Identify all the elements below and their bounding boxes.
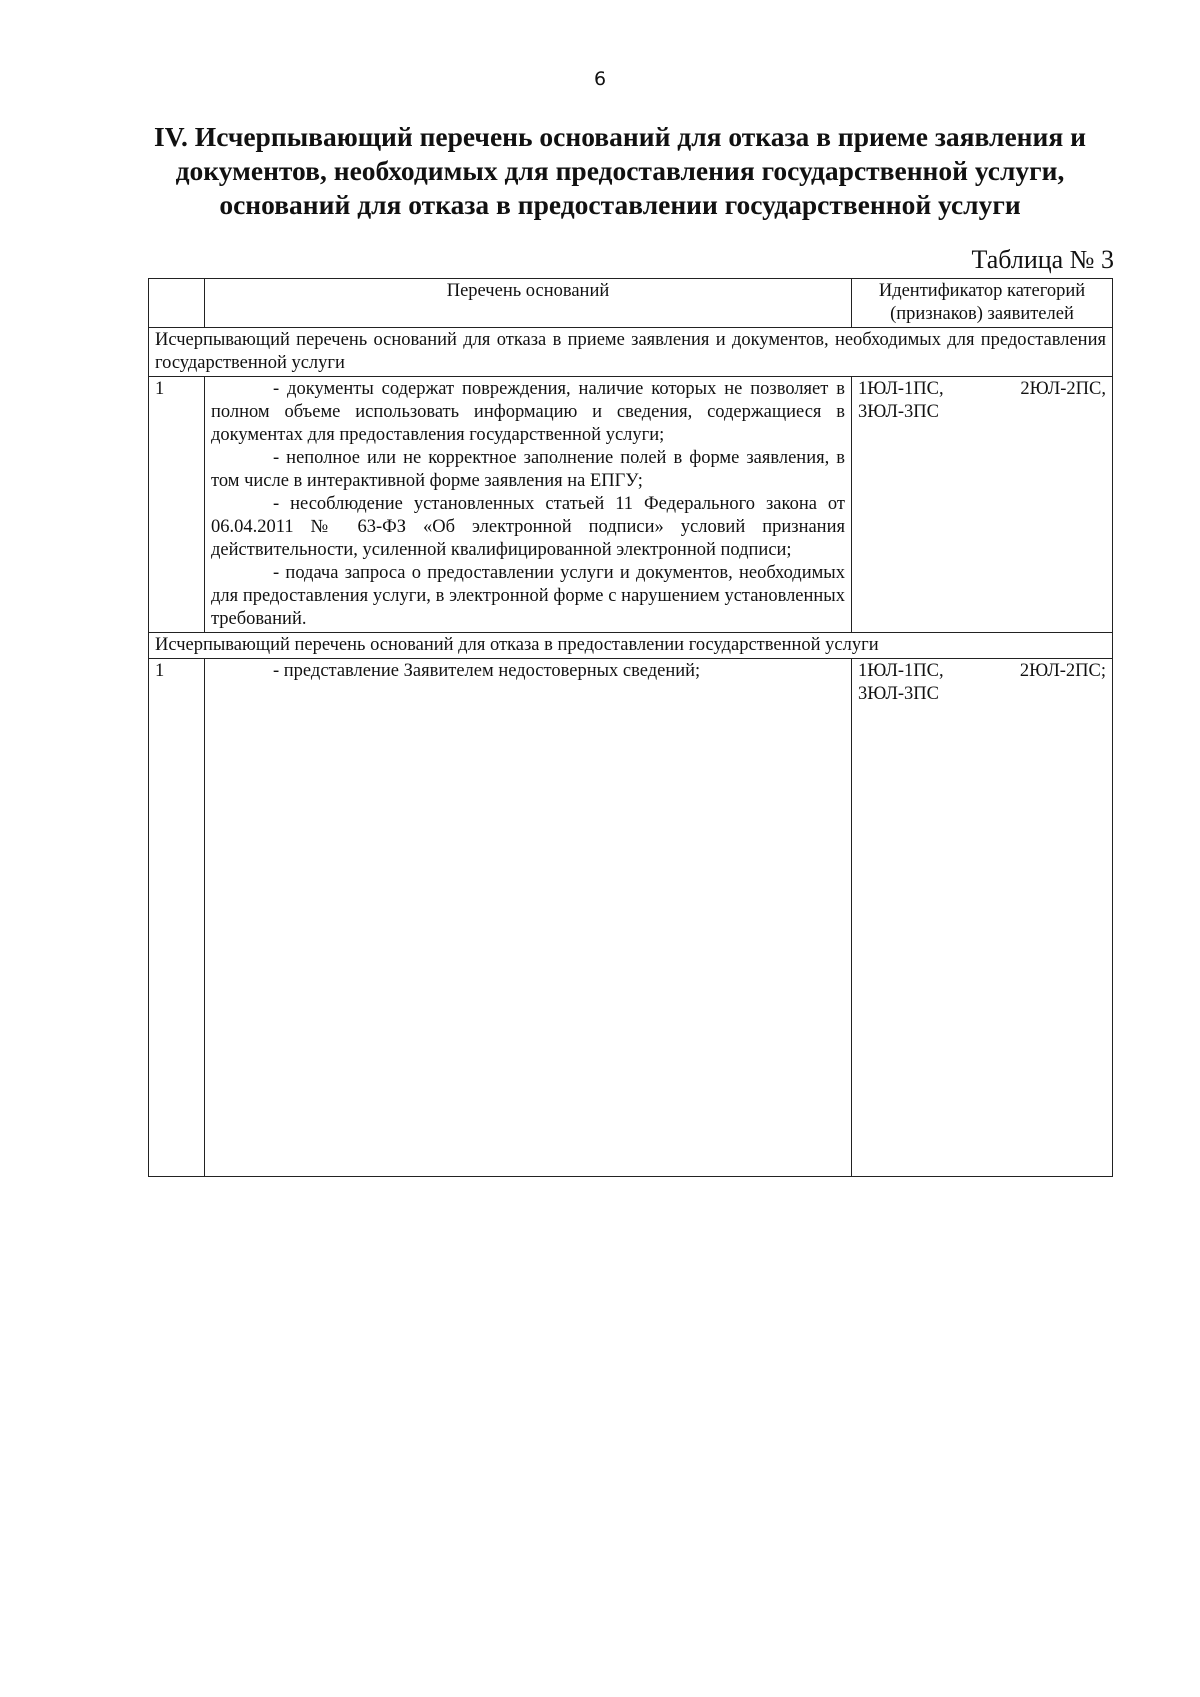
row-number: 1: [149, 377, 205, 633]
identifier-1: 1ЮЛ-1ПС,: [858, 661, 944, 681]
reasons-cell: [205, 377, 852, 633]
identifier-1: 1ЮЛ-1ПС,: [858, 379, 944, 399]
reason-item: - представление Заявителем недостоверных сведений;: [273, 661, 701, 681]
section-heading: [140, 120, 1100, 222]
header-cell-reasons: Перечень оснований: [205, 279, 852, 328]
table-row: [149, 659, 1113, 1177]
heading-line-3: оснований для отказа в предоставлении государственной услуги: [219, 189, 1021, 220]
section-row-service-refusal: [149, 633, 1113, 659]
reason-item: - несоблюдение установленных статьей 11 Федерального закона от 06.04.2011 № 63-ФЗ «Об электронной подписи» условий признания действительности, усиленной квалифицированной электронной подписи;: [211, 494, 845, 560]
table-caption: Таблица № 3: [971, 245, 1114, 274]
table-row: [149, 377, 1113, 633]
identifier-2: 2ЮЛ-2ПС;: [1019, 661, 1106, 681]
heading-line-1: IV. Исчерпывающий перечень оснований для отказа в приеме заявления и: [154, 121, 1086, 152]
header-cell-number: [149, 279, 205, 328]
identifier-3: 3ЮЛ-3ПС: [858, 684, 940, 704]
table-header-row: [149, 279, 1113, 328]
identifiers-cell: [852, 377, 1113, 633]
row-number: 1: [149, 659, 205, 1177]
heading-line-2: документов, необходимых для предоставления государственной услуги,: [175, 155, 1065, 186]
page-number: 6: [593, 68, 607, 90]
header-cell-identifiers: Идентификатор категорий (признаков) заявителей: [852, 279, 1113, 328]
section-title-reception-refusal: Исчерпывающий перечень оснований для отказа в приеме заявления и документов, необходимых для предоставления государственной услуги: [149, 328, 1113, 377]
identifiers-cell: [852, 659, 1113, 1177]
reason-item: - подача запроса о предоставлении услуги и документов, необходимых для предоставления услуги, в электронной форме с нарушением установленных требований.: [211, 563, 845, 629]
refusal-grounds-table: [148, 278, 1113, 1177]
reason-item: - неполное или не корректное заполнение полей в форме заявления, в том числе в интерактивной форме заявления на ЕПГУ;: [211, 448, 845, 491]
reasons-cell: [205, 659, 852, 1177]
section-row-reception-refusal: [149, 328, 1113, 377]
reason-item: - документы содержат повреждения, наличие которых не позволяет в полном объеме использовать информацию и сведения, содержащиеся в документах для предоставления государственной услуги;: [211, 379, 845, 445]
section-title-service-refusal: Исчерпывающий перечень оснований для отказа в предоставлении государственной услуги: [149, 633, 1113, 659]
identifier-2: 2ЮЛ-2ПС,: [1020, 379, 1106, 399]
identifier-3: 3ЮЛ-3ПС: [858, 402, 940, 422]
